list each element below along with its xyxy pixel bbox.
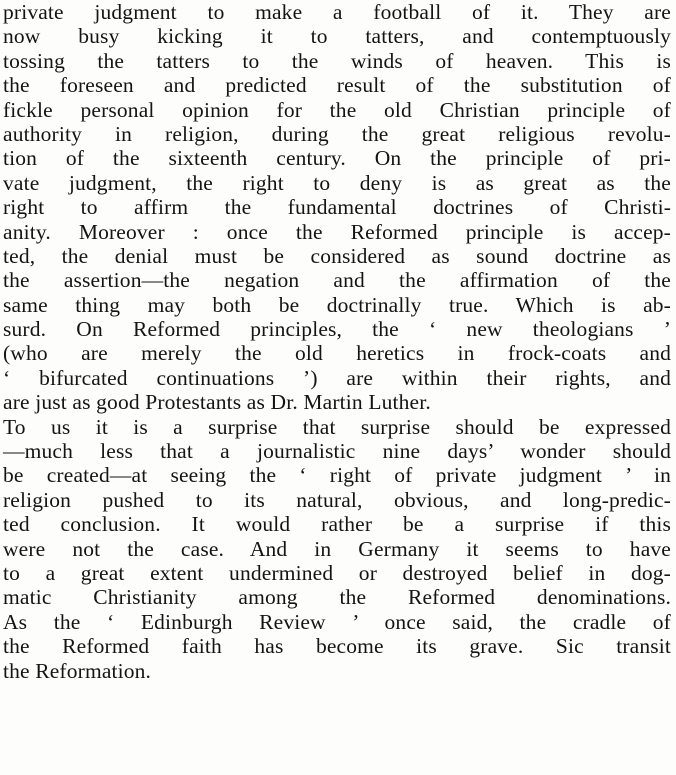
text-line: now busy kicking it to tatters, and contemptuously bbox=[3, 24, 671, 49]
text-line: were not the case. And in Germany it seems to have bbox=[3, 536, 671, 561]
text-line: surd. On Reformed principles, the ‘ new theologians ’ bbox=[3, 317, 671, 342]
text-line: To us it is a surprise that surprise should be expressed bbox=[3, 414, 671, 439]
text-line: to a great extent undermined or destroyed belief in dog- bbox=[3, 560, 671, 585]
text-line: ted, the denial must be considered as sound doctrine as bbox=[3, 243, 671, 268]
text-line: be created—at seeing the ‘ right of private judgment ’ in bbox=[3, 463, 671, 488]
text-line: authority in religion, during the great religious revolu- bbox=[3, 121, 671, 146]
body-text bbox=[3, 0, 671, 683]
text-line: As the ‘ Edinburgh Review ’ once said, the cradle of bbox=[3, 609, 671, 634]
text-line: the assertion—the negation and the affirmation of the bbox=[3, 268, 671, 293]
text-line: ted conclusion. It would rather be a surprise if this bbox=[3, 512, 671, 537]
text-line: same thing may both be doctrinally true. Which is ab- bbox=[3, 292, 671, 317]
text-line: matic Christianity among the Reformed denominations. bbox=[3, 585, 671, 610]
text-line: tion of the sixteenth century. On the principle of pri- bbox=[3, 146, 671, 171]
text-line: the Reformed faith has become its grave. Sic transit bbox=[3, 634, 671, 659]
text-line: are just as good Protestants as Dr. Martin Luther. bbox=[3, 390, 431, 415]
text-line: tossing the tatters to the winds of heaven. This is bbox=[3, 48, 671, 73]
text-line: anity. Moreover : once the Reformed principle is accep- bbox=[3, 219, 671, 244]
text-line: the foreseen and predicted result of the substitution of bbox=[3, 73, 671, 98]
text-line: vate judgment, the right to deny is as great as the bbox=[3, 170, 671, 195]
text-line: fickle personal opinion for the old Christian principle of bbox=[3, 97, 671, 122]
text-line: private judgment to make a football of it. They are bbox=[3, 0, 671, 24]
text-line: ‘ bifurcated continuations ’) are within their rights, and bbox=[3, 365, 671, 390]
text-line: —much less that a journalistic nine days’ wonder should bbox=[3, 439, 671, 464]
text-line: the Reformation. bbox=[3, 658, 152, 683]
text-line: right to affirm the fundamental doctrines of Christi- bbox=[3, 195, 671, 220]
text-line: (who are merely the old heretics in frock-coats and bbox=[3, 341, 671, 366]
text-line: religion pushed to its natural, obvious, and long-predic- bbox=[3, 487, 671, 512]
